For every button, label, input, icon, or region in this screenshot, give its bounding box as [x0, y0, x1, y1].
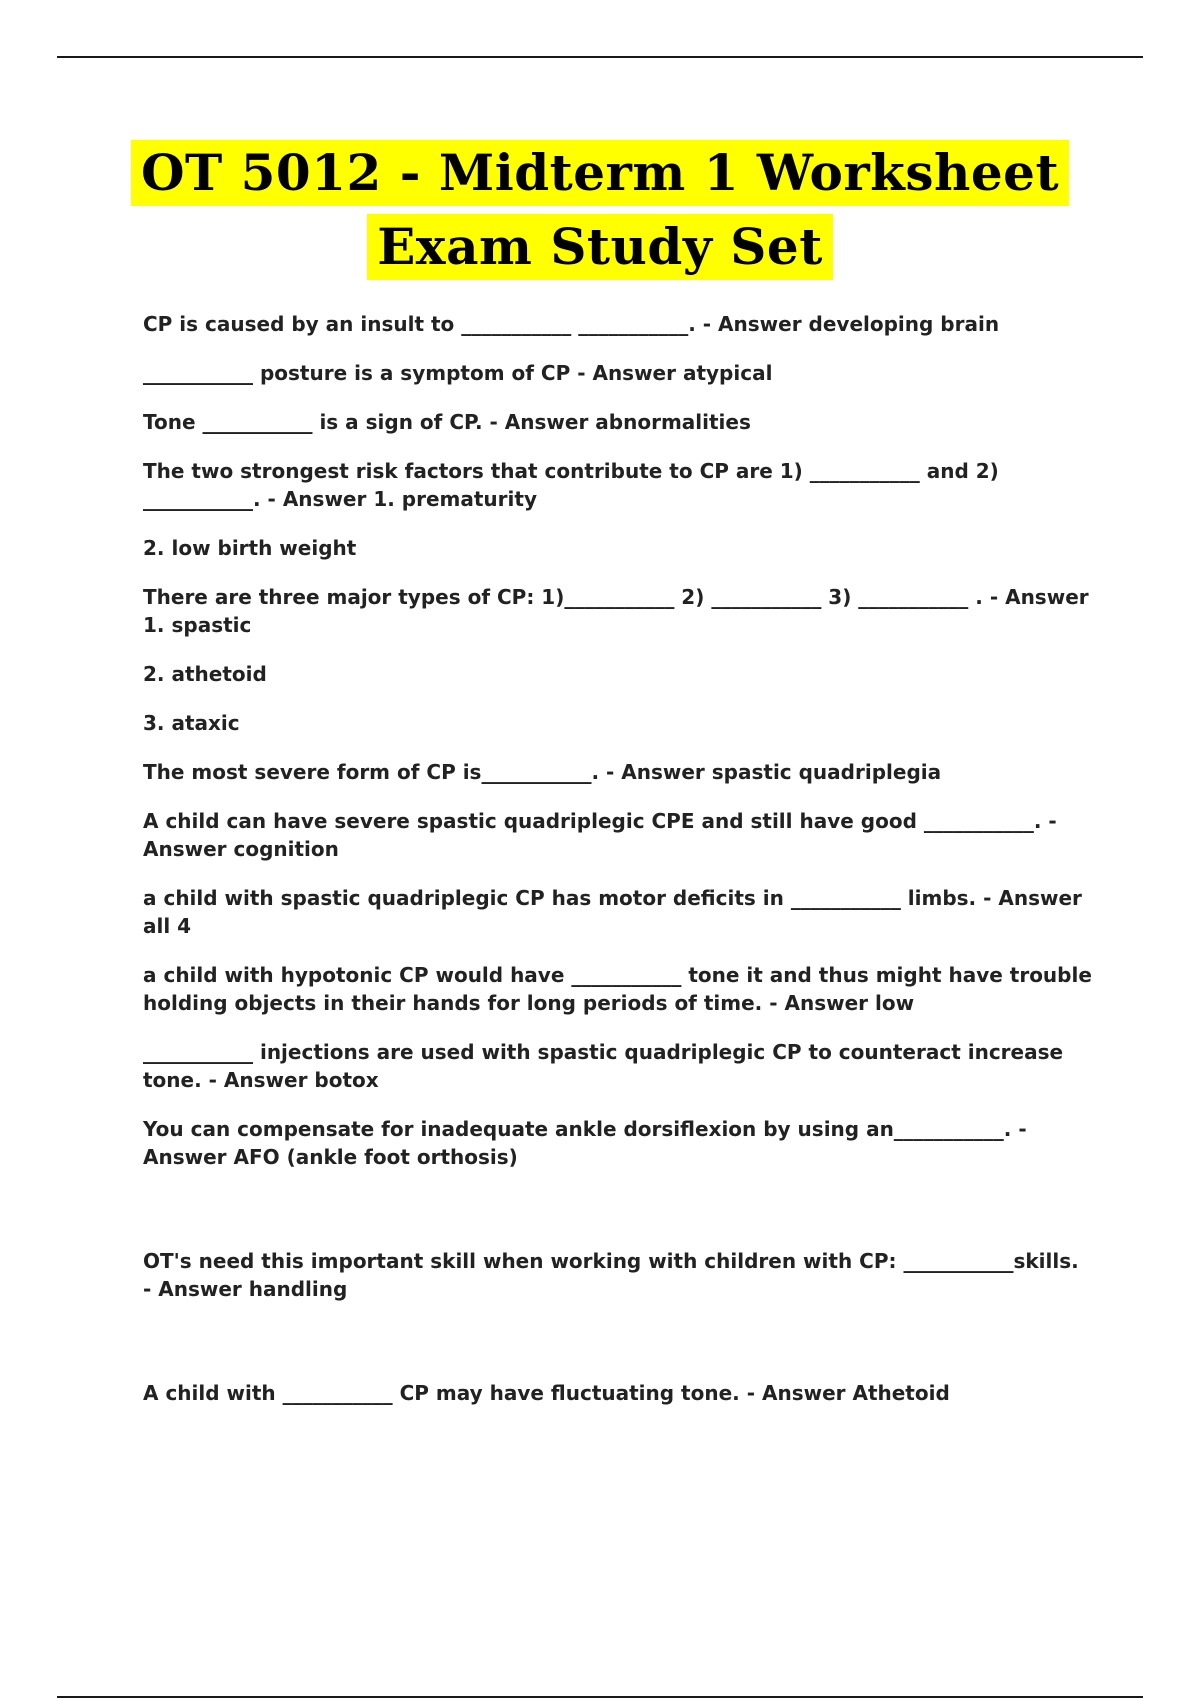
- question-item: OT's need this important skill when working with children with CP: ___________skills. - Answer handling: [143, 1249, 1086, 1301]
- question-item: CP is caused by an insult to ___________ ___________. - Answer developing brain: [143, 312, 1000, 336]
- question-item: A child can have severe spastic quadriplegic CPE and still have good ___________. - Answer cognition: [143, 809, 1064, 861]
- top-rule: [57, 56, 1143, 58]
- answer-continuation: 2. low birth weight: [143, 536, 357, 560]
- question-item: ___________ injections are used with spastic quadriplegic CP to counteract increase tone. - Answer botox: [143, 1040, 1071, 1092]
- answer-continuation: 2. athetoid: [143, 662, 267, 686]
- question-item: A child with ___________ CP may have fluctuating tone. - Answer Athetoid: [143, 1381, 950, 1405]
- title-line-1: OT 5012 - Midterm 1 Worksheet: [131, 140, 1069, 206]
- title-line-2: Exam Study Set: [367, 214, 833, 280]
- question-item: Tone ___________ is a sign of CP. - Answer abnormalities: [143, 410, 751, 434]
- question-item: The two strongest risk factors that contribute to CP are 1) ___________ and 2) ___________. - Answer 1. prematurity: [143, 459, 1006, 511]
- question-item: a child with hypotonic CP would have ___________ tone it and thus might have trouble holding objects in their hands for long periods of time. - Answer low: [143, 963, 1099, 1015]
- question-item: You can compensate for inadequate ankle dorsiflexion by using an___________. - Answer AFO (ankle foot orthosis): [143, 1117, 1034, 1169]
- question-list: [143, 310, 1099, 1428]
- question-item: ___________ posture is a symptom of CP - Answer atypical: [143, 361, 773, 385]
- question-item: a child with spastic quadriplegic CP has motor deficits in ___________ limbs. - Answer all 4: [143, 886, 1089, 938]
- answer-continuation: 3. ataxic: [143, 711, 240, 735]
- bottom-rule: [57, 1696, 1143, 1698]
- question-item: There are three major types of CP: 1)___________ 2) ___________ 3) ___________ . - Answer 1. spastic: [143, 585, 1096, 637]
- question-item: The most severe form of CP is___________. - Answer spastic quadriplegia: [143, 760, 942, 784]
- document-title: [0, 140, 1200, 280]
